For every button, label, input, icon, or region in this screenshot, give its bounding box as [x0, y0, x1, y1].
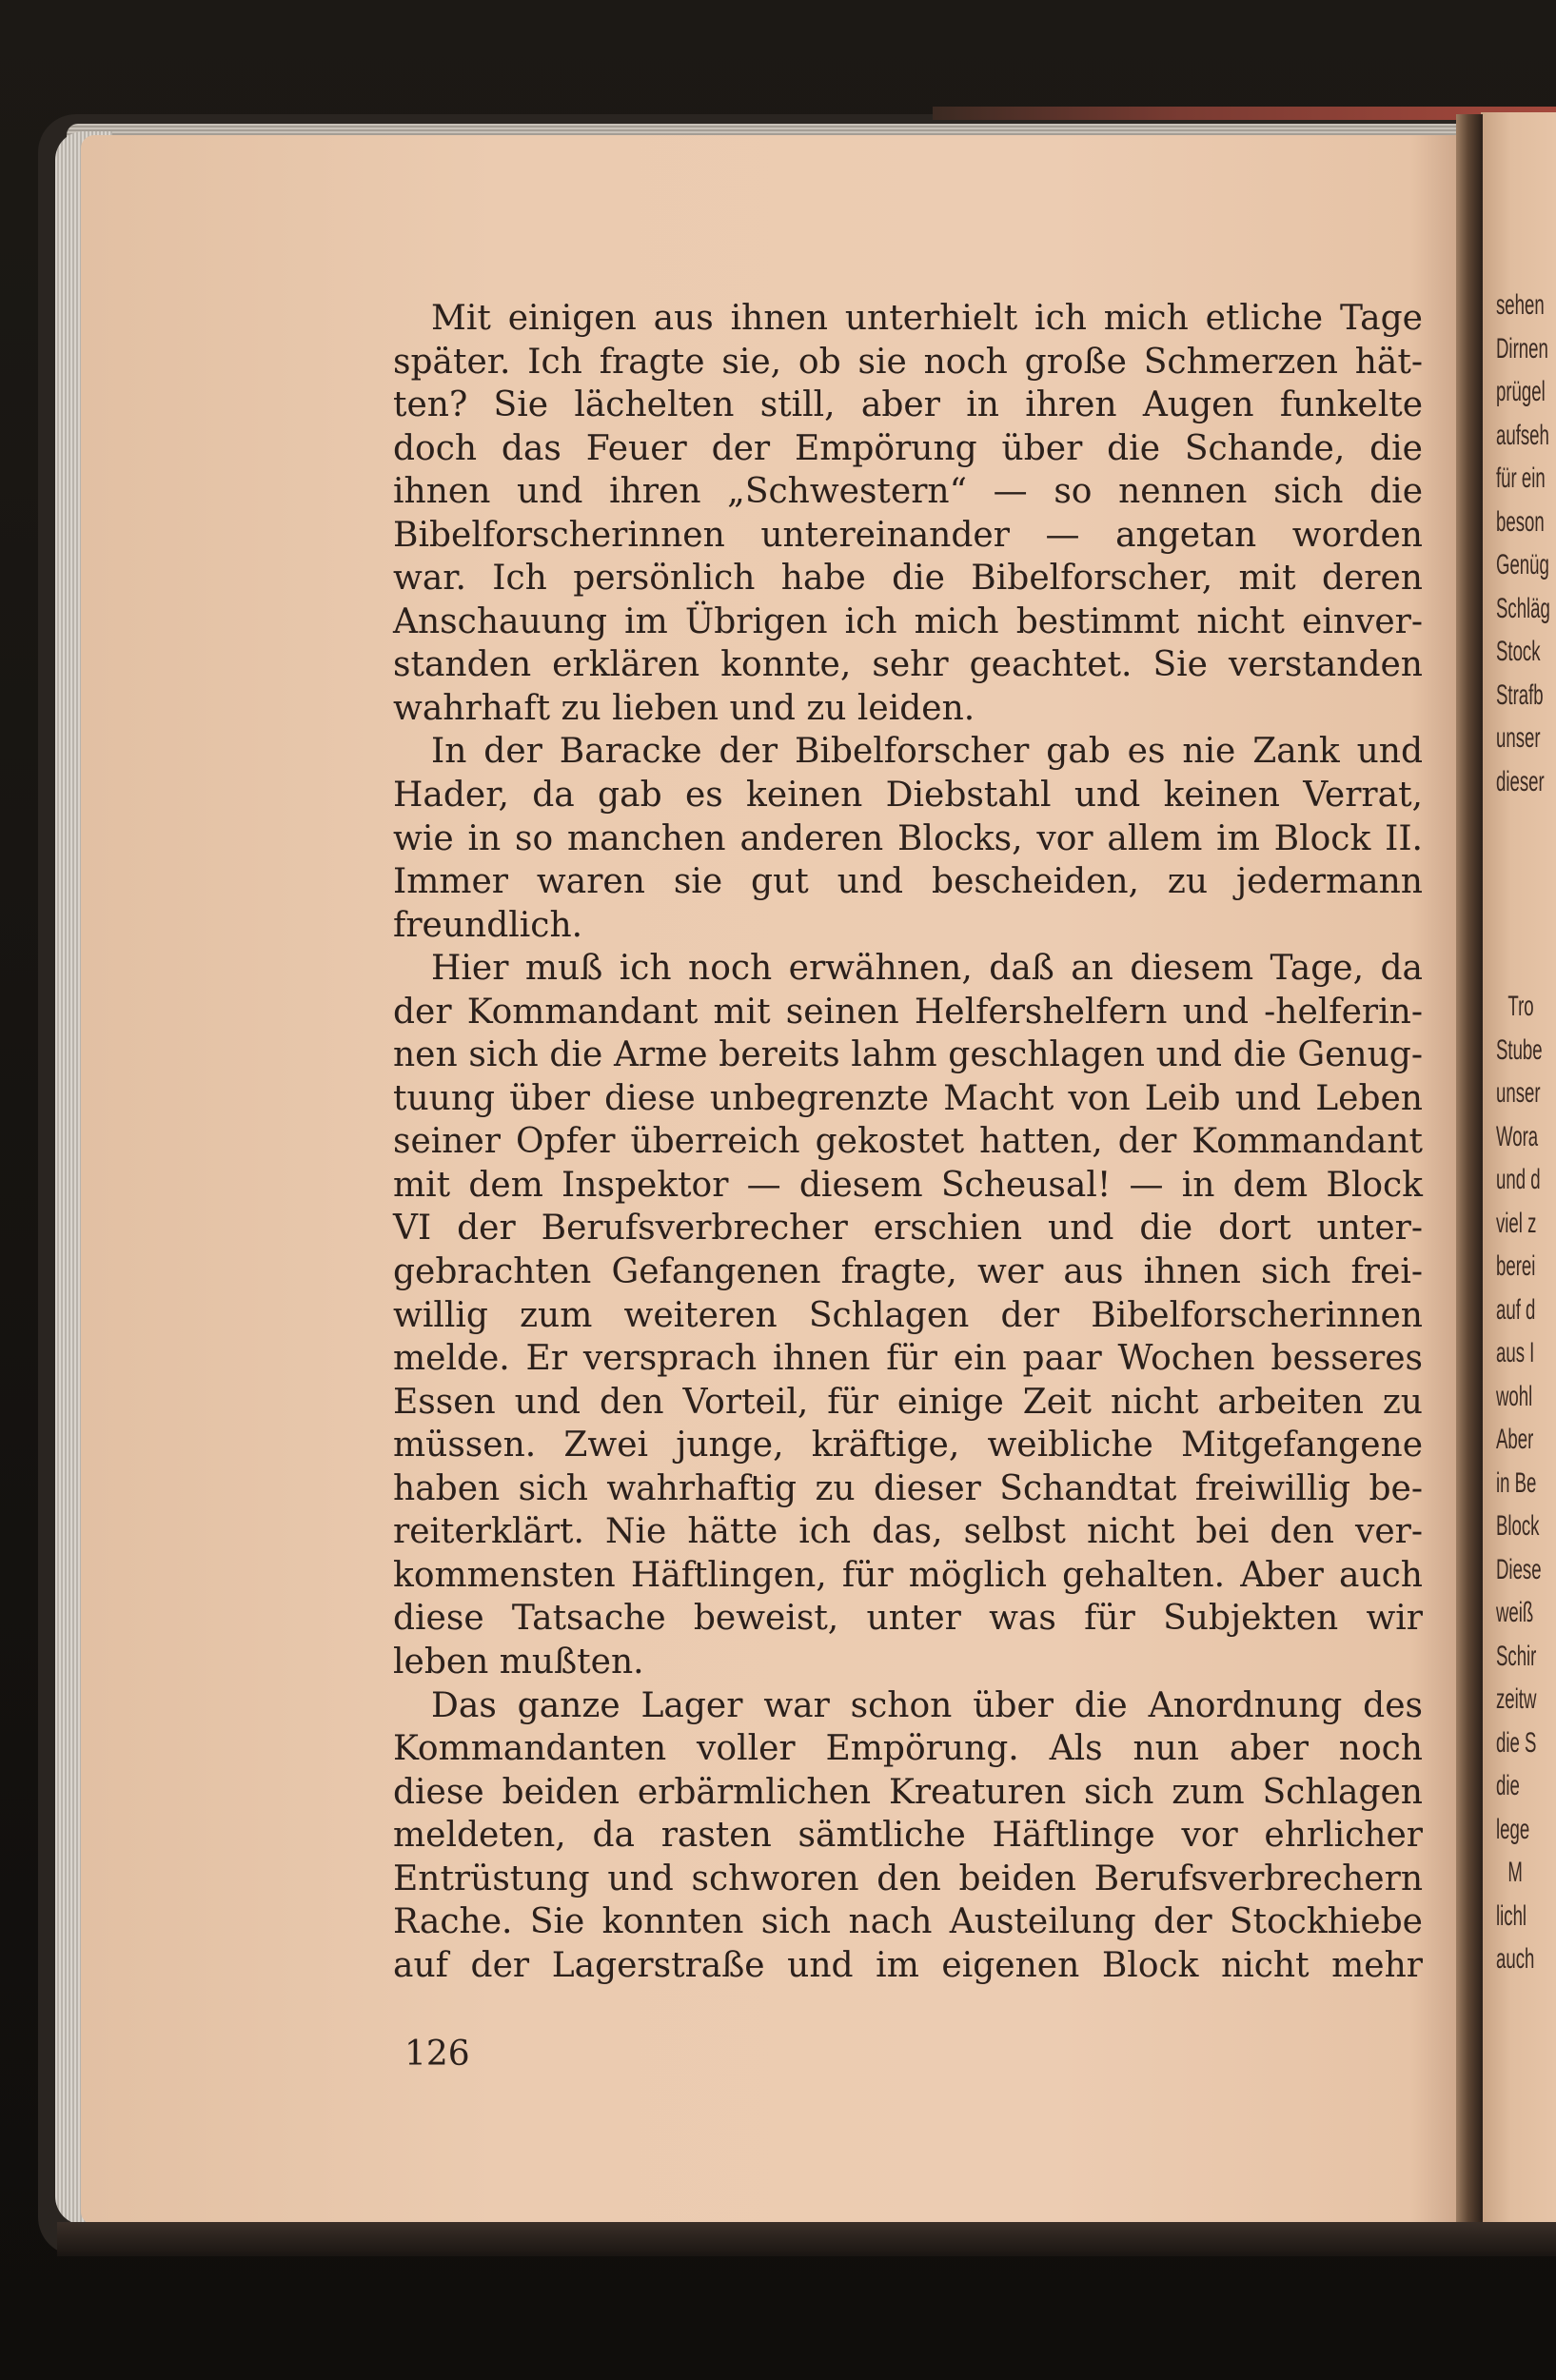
- right-page-fragment: in Be: [1496, 1466, 1537, 1499]
- right-page-fragment: sehen: [1496, 289, 1545, 321]
- text-line: Hader, da gab es keinen Diebstahl und keinen Verrat,: [393, 776, 1423, 816]
- text-line: der Kommandant mit seinen Helfershelfern und -helferin-: [393, 992, 1423, 1032]
- text-line: leben mußten.: [393, 1642, 644, 1682]
- right-page-fragment: auf d: [1496, 1293, 1536, 1326]
- right-page-fragment: Block: [1496, 1510, 1540, 1542]
- text-line: Immer waren sie gut und bescheiden, zu jedermann: [393, 862, 1423, 902]
- text-line: reiterklärt. Nie hätte ich das, selbst nicht bei den ver-: [393, 1512, 1423, 1552]
- right-page-fragment: Wora: [1496, 1120, 1539, 1152]
- text-line: freundlich.: [393, 905, 583, 945]
- right-page-fragment: Dirnen: [1496, 332, 1548, 364]
- text-line: VI der Berufsverbrecher erschien und die dort unter-: [393, 1209, 1423, 1249]
- right-page-fragment: viel z: [1496, 1207, 1537, 1239]
- text-line: In der Baracke der Bibelforscher gab es nie Zank und: [431, 732, 1423, 772]
- text-line: Anschauung im Übrigen ich mich bestimmt nicht einver-: [393, 601, 1423, 641]
- right-page-fragment: berei: [1496, 1250, 1536, 1282]
- right-page-fragment: Stock: [1496, 636, 1541, 667]
- right-page-fragment: Genüg: [1496, 549, 1549, 580]
- text-line: mit dem Inspektor — diesem Scheusal! — in dem Block: [393, 1165, 1423, 1205]
- text-line: gebrachten Gefangenen fragte, wer aus ihnen sich frei-: [393, 1252, 1423, 1292]
- page-body-text: [393, 297, 1423, 1987]
- text-line: ten? Sie lächelten still, aber in ihren Augen funkelte: [393, 385, 1423, 425]
- text-line: auf der Lagerstraße und im eigenen Block nicht mehr: [393, 1945, 1423, 1985]
- right-page-fragment: zeitw: [1496, 1683, 1537, 1715]
- text-line: Hier muß ich noch erwähnen, daß an diesem Tage, da: [431, 949, 1423, 989]
- right-page-fragment: weiß: [1496, 1597, 1534, 1628]
- right-page-fragment: auch: [1496, 1943, 1535, 1975]
- book-bottom-edge: [57, 2222, 1556, 2256]
- text-line: Essen und den Vorteil, für einige Zeit nicht arbeiten zu: [393, 1382, 1423, 1422]
- text-line: willig zum weiteren Schlagen der Bibelforscherinnen: [393, 1295, 1423, 1335]
- right-page-fragment: die S: [1496, 1726, 1537, 1759]
- right-page-fragment: Stube: [1496, 1033, 1543, 1066]
- right-page-text-bottom: [1496, 985, 1543, 1981]
- right-page-fragment: beson: [1496, 505, 1545, 538]
- right-page-fragment: Tro: [1507, 991, 1534, 1022]
- right-page-fragment: wohl: [1496, 1380, 1533, 1412]
- text-line: diese beiden erbärmlichen Kreaturen sich zum Schlagen: [393, 1772, 1423, 1812]
- text-line: Entrüstung und schworen den beiden Berufsverbrechern: [393, 1859, 1423, 1898]
- text-line: haben sich wahrhaftig zu dieser Schandtat freiwillig be-: [393, 1468, 1423, 1508]
- text-line: Rache. Sie konnten sich nach Austeilung der Stockhiebe: [393, 1902, 1423, 1942]
- text-line: tuung über diese unbegrenzte Macht von Leib und Leben: [393, 1078, 1423, 1118]
- right-page-fragment: Schläg: [1496, 592, 1550, 624]
- right-page-fragment: prügel: [1496, 376, 1546, 407]
- text-line: müssen. Zwei junge, kräftige, weibliche Mitgefangene: [393, 1426, 1423, 1465]
- right-page-fragment: Strafb: [1496, 679, 1544, 711]
- text-line: wahrhaft zu lieben und zu leiden.: [393, 688, 975, 728]
- right-page-fragment: und d: [1496, 1164, 1541, 1195]
- right-page-fragment: unser: [1496, 1077, 1541, 1109]
- right-page-fragment: M: [1507, 1857, 1523, 1888]
- text-line: wie in so manchen anderen Blocks, vor allem im Block II.: [393, 818, 1423, 858]
- text-line: nen sich die Arme bereits lahm geschlagen und die Genug-: [393, 1035, 1423, 1075]
- right-page-text-top: [1496, 284, 1550, 803]
- right-page-fragment: aufseh: [1496, 419, 1549, 451]
- right-page-fragment: Diese: [1496, 1553, 1542, 1585]
- text-line: meldeten, da rasten sämtliche Häftlinge vor ehrlicher: [393, 1816, 1423, 1856]
- right-page-fragment: lege: [1496, 1813, 1530, 1845]
- text-line: Bibelforscherinnen untereinander — angetan worden: [393, 515, 1423, 555]
- text-line: seiner Opfer überreich gekostet hatten, der Kommandant: [393, 1122, 1423, 1162]
- text-line: Mit einigen aus ihnen unterhielt ich mich etliche Tage: [431, 299, 1423, 338]
- right-page-fragment: Schir: [1496, 1640, 1537, 1672]
- right-page-fragment: die: [1496, 1770, 1520, 1801]
- text-line: doch das Feuer der Empörung über die Schande, die: [393, 428, 1423, 468]
- text-line: ihnen und ihren „Schwestern“ — so nennen sich die: [393, 472, 1423, 512]
- text-line: später. Ich fragte sie, ob sie noch große Schmerzen hät-: [393, 342, 1423, 382]
- right-page-fragment: aus I: [1496, 1337, 1535, 1368]
- text-line: melde. Er versprach ihnen für ein paar Wochen besseres: [393, 1339, 1423, 1379]
- right-page-fragment: lichl: [1496, 1899, 1527, 1932]
- text-line: diese Tatsache beweist, unter was für Subjekten wir: [393, 1599, 1423, 1639]
- right-page-fragment: dieser: [1496, 765, 1545, 797]
- right-page-fragment: für ein: [1496, 462, 1546, 494]
- text-line: kommensten Häftlingen, für möglich gehalten. Aber auch: [393, 1555, 1423, 1595]
- page-number: 126: [404, 2035, 470, 2074]
- text-line: standen erklären konnte, sehr geachtet. Sie verstanden: [393, 645, 1423, 685]
- text-line: Das ganze Lager war schon über die Anordnung des: [431, 1685, 1423, 1725]
- book-gutter: [1456, 114, 1483, 2251]
- right-page-fragment: Aber: [1496, 1424, 1534, 1455]
- text-line: Kommandanten voller Empörung. Als nun aber noch: [393, 1729, 1423, 1769]
- right-page-fragment: unser: [1496, 722, 1541, 754]
- text-line: war. Ich persönlich habe die Bibelforscher, mit deren: [393, 559, 1423, 599]
